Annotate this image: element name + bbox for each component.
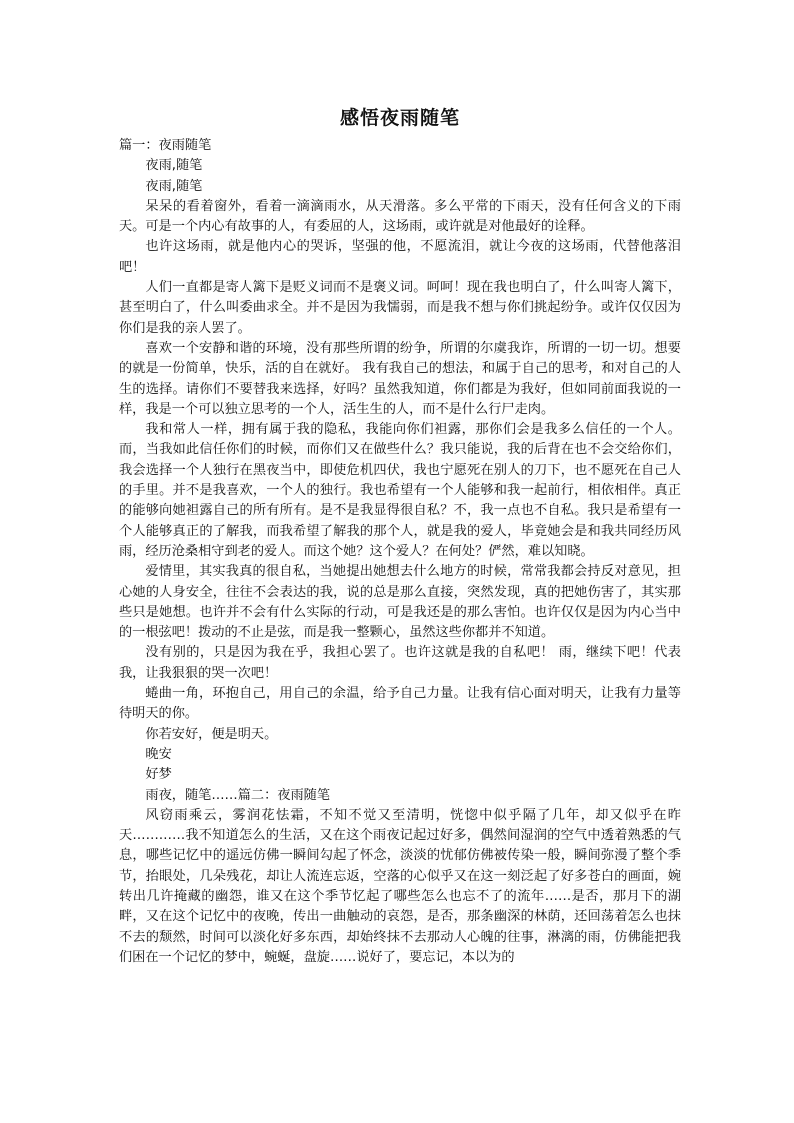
paragraph: 晚安	[145, 746, 172, 762]
paragraph: 风窃雨乘云，雾润花怯霜，不知不觉又至清明，恍惚中似乎隔了几年，却又似乎在昨天…………我不知道怎么的生活，又在这个雨夜记起过好多，偶然间湿润的空气中透着熟悉的气息，哪些记忆中的遥远仿佛一瞬间勾起了怀念，淡淡的忧郁仿佛被传染一般，瞬间弥漫了整个季节，抬眼处，几朵残花，却让人流连忘返，空落的心似乎又在这一刻泛起了好多苍白的画面，婉转出几许掩藏的幽怨，谁又在这个季节忆起了哪些怎么也忘不了的流年……是否，那月下的湖畔，又在这个记忆中的夜晚，传出一曲触动的哀怨，是否，那条幽深的林荫，还回荡着怎么也抹不去的颓然，时间可以淡化好多东西，却始终抹不去那动人心魄的往事，淋漓的雨，仿佛能把我们困在一个记忆的梦中，蜿蜒，盘旋……说好了，要忘记，本以为的	[119, 807, 681, 965]
paragraph: 你若安好，便是明天。	[145, 726, 278, 742]
paragraph: 呆呆的看着窗外，看着一滴滴雨水，从天滑落。多么平常的下雨天，没有任何含义的下雨天。可是一个内心有故事的人，有委屈的人，这场雨，或许就是对他最好的诠释。	[119, 198, 681, 235]
document-page	[119, 104, 681, 968]
paragraph: 爱情里，其实我真的很自私，当她提出她想去什么地方的时候，常常我都会持反对意见，担心她的人身安全，往往不会表达的我，说的总是那么直接，突然发现，真的把她伤害了，其实那些只是她想。也许并不会有什么实际的行动，可是我还是的那么害怕。也许仅仅是因为内心当中的一根弦吧！拨动的不止是弦，而是我一整颗心，虽然这些你都并不知道。	[119, 564, 681, 641]
paragraph: 夜雨,随笔	[145, 158, 203, 174]
paragraph: 篇一：夜雨随笔	[119, 138, 212, 153]
paragraph: 我和常人一样，拥有属于我的隐私，我能向你们袒露，那你们会是我多么信任的一个人。而，当我如此信任你们的时候，而你们又在做些什么？我只能说，我的后背在也不会交给你们，我会选择一个人独行在黑夜当中，即使危机四伏，我也宁愿死在别人的刀下，也不愿死在自己人的手里。并不是我喜欢，一个人的独行。我也希望有一个人能够和我一起前行，相依相伴。真正的能够向她袒露自己的所有所有。是不是我显得很自私？不，我一点也不自私。我只是希望有一个人能够真正的了解我，而我希望了解我的那个人，就是我的爱人，毕竟她会是和我共同经历风雨，经历沧桑相守到老的爱人。而这个她？这个爱人？在何处？俨然，难以知晓。	[119, 422, 681, 559]
paragraph: 人们一直都是寄人篱下是贬义词而不是褒义词。呵呵！现在我也明白了，什么叫寄人篱下，甚至明白了，什么叫委曲求全。并不是因为我懦弱，而是我不想与你们挑起纷争。或许仅仅因为你们是我的亲人罢了。	[119, 280, 681, 336]
paragraph: 好梦	[145, 767, 172, 783]
paragraph: 没有别的，只是因为我在乎，我担心罢了。也许这就是我的自私吧！ 雨，继续下吧！代表我，让我狠狠的哭一次吧！	[119, 645, 681, 681]
document-title: 感悟夜雨随笔	[339, 107, 460, 129]
paragraph: 也许这场雨，就是他内心的哭诉，坚强的他，不愿流泪，就让今夜的这场雨，代替他落泪吧！	[119, 239, 681, 275]
paragraph: 雨夜，随笔……篇二：夜雨随笔	[145, 787, 331, 803]
paragraph: 蜷曲一角，环抱自己，用自己的余温，给予自己力量。让我有信心面对明天，让我有力量等待明天的你。	[119, 686, 681, 722]
paragraph: 夜雨,随笔	[145, 178, 203, 194]
document-body	[119, 136, 681, 968]
paragraph: 喜欢一个安静和谐的环境，没有那些所谓的纷争，所谓的尔虞我诈，所谓的一切一切。想要的就是一份简单，快乐，活的自在就好。 我有我自己的想法，和属于自己的思考，和对自己的人生的选择。请你们不要替我来选择，好吗？虽然我知道，你们都是为我好，但如同前面我说的一样，我是一个可以独立思考的一个人，活生生的人，而不是什么行尸走肉。	[119, 340, 681, 417]
